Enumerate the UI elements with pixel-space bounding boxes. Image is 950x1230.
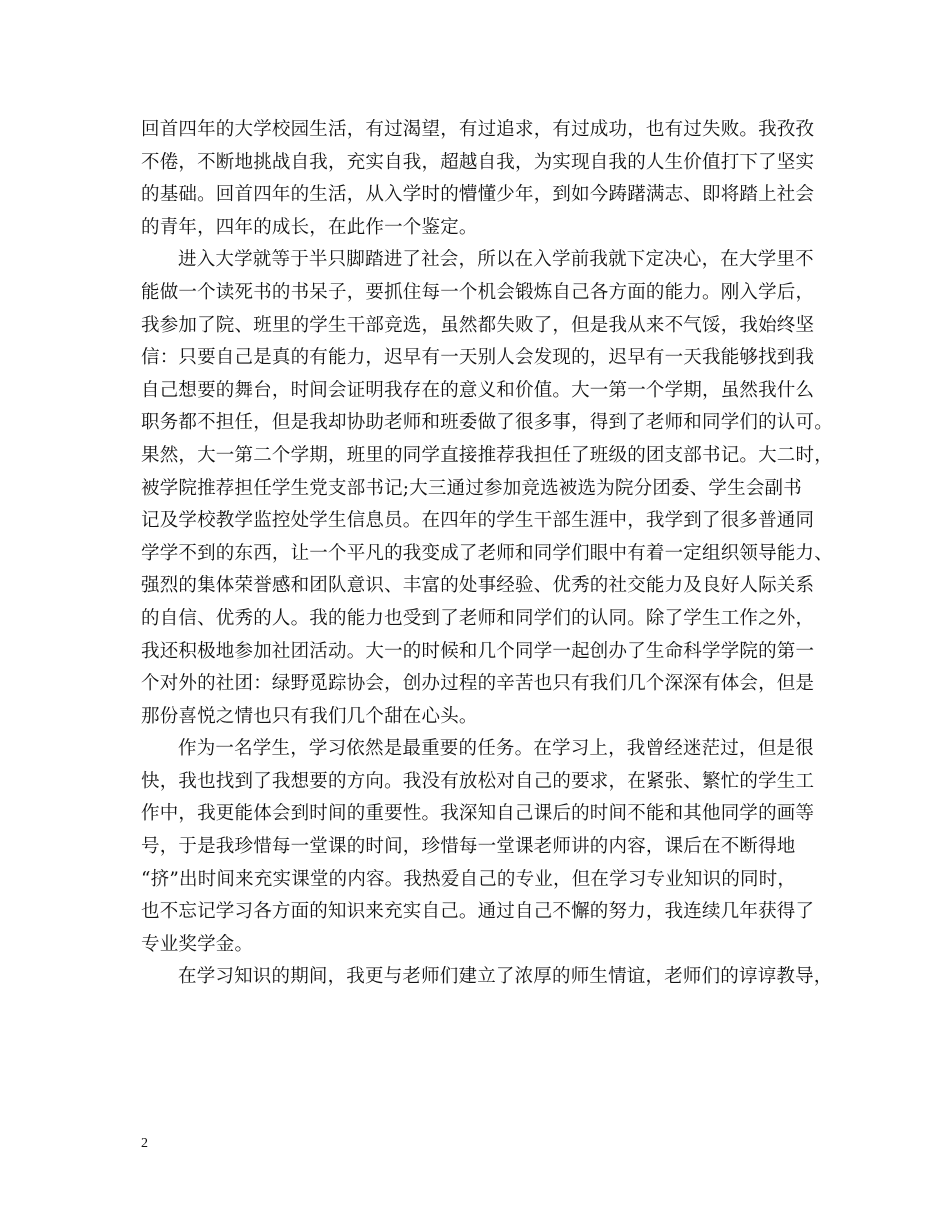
paragraph-line: 的青年，四年的成长，在此作一个鉴定。	[141, 216, 478, 238]
paragraph-line: 能做一个读死书的书呆子，要抓住每一个机会锻炼自己各方面的能力。刚入学后，	[141, 281, 815, 303]
paragraph-line: 回首四年的大学校园生活，有过渴望，有过追求，有过成功，也有过失败。我孜孜	[141, 119, 815, 140]
paragraph-line: 记及学校教学监控处学生信息员。在四年的学生干部生涯中，我学到了很多普通同	[141, 510, 815, 532]
paragraph-line: 在学习知识的期间，我更与老师们建立了浓厚的师生情谊，老师们的谆谆教导，	[178, 966, 833, 988]
paragraph-line: 学学不到的东西，让一个平凡的我变成了老师和同学们眼中有着一定组织领导能力、	[141, 542, 833, 564]
paragraph-line: 自己想要的舞台，时间会证明我存在的意义和价值。大一第一个学期，虽然我什么	[141, 379, 815, 401]
paragraph-line: 果然，大一第二个学期，班里的同学直接推荐我担任了班级的团支部书记。大二时，	[141, 444, 833, 466]
paragraph-line: 专业奖学金。	[141, 933, 254, 955]
paragraph-line: 作中，我更能体会到时间的重要性。我深知自己课后的时间不能和其他同学的画等	[141, 803, 815, 825]
paragraph-line: 被学院推荐担任学生党支部书记;大三通过参加竞选被选为院分团委、学生会副书	[141, 477, 802, 499]
paragraph-line: 号，于是我珍惜每一堂课的时间，珍惜每一堂课老师讲的内容，课后在不断得地	[141, 836, 796, 858]
paragraph-line: 不倦，不断地挑战自我，充实自我，超越自我，为实现自我的人生价值打下了坚实	[141, 151, 815, 173]
paragraph-line: 作为一名学生，学习依然是最重要的任务。在学习上，我曾经迷茫过，但是很	[178, 738, 814, 760]
paragraph-line: 快，我也找到了我想要的方向。我没有放松对自己的要求，在紧张、繁忙的学生工	[141, 770, 815, 792]
paragraph-line: 也不忘记学习各方面的知识来充实自己。通过自己不懈的努力，我连续几年获得了	[141, 901, 815, 923]
paragraph-line: 职务都不担任，但是我却协助老师和班委做了很多事，得到了老师和同学们的认可。	[141, 412, 833, 434]
paragraph-line: 那份喜悦之情也只有我们几个甜在心头。	[141, 705, 478, 727]
paragraph-line: 我参加了院、班里的学生干部竞选，虽然都失败了，但是我从来不气馁，我始终坚	[141, 314, 815, 336]
paragraph-line: 的自信、优秀的人。我的能力也受到了老师和同学们的认同。除了学生工作之外，	[141, 607, 815, 629]
paragraph-line: “挤”出时间来充实课堂的内容。我热爱自己的专业，但在学习专业知识的同时，	[141, 868, 797, 890]
paragraph-line: 的基础。回首四年的生活，从入学时的懵懂少年，到如今踌躇满志、即将踏上社会	[141, 184, 815, 206]
paragraph-line: 我还积极地参加社团活动。大一的时候和几个同学一起创办了生命科学学院的第一	[141, 640, 815, 662]
paragraph-line: 进入大学就等于半只脚踏进了社会，所以在入学前我就下定决心，在大学里不	[178, 249, 814, 271]
body-text	[141, 114, 833, 994]
paragraph-line: 强烈的集体荣誉感和团队意识、丰富的处事经验、优秀的社交能力及良好人际关系	[141, 575, 815, 597]
paragraph-line: 个对外的社团：绿野觅踪协会，创办过程的辛苦也只有我们几个深深有体会，但是	[141, 673, 815, 695]
paragraph-line: 信：只要自己是真的有能力，迟早有一天别人会发现的，迟早有一天我能够找到我	[141, 347, 815, 369]
page-number: 2	[141, 1136, 148, 1151]
